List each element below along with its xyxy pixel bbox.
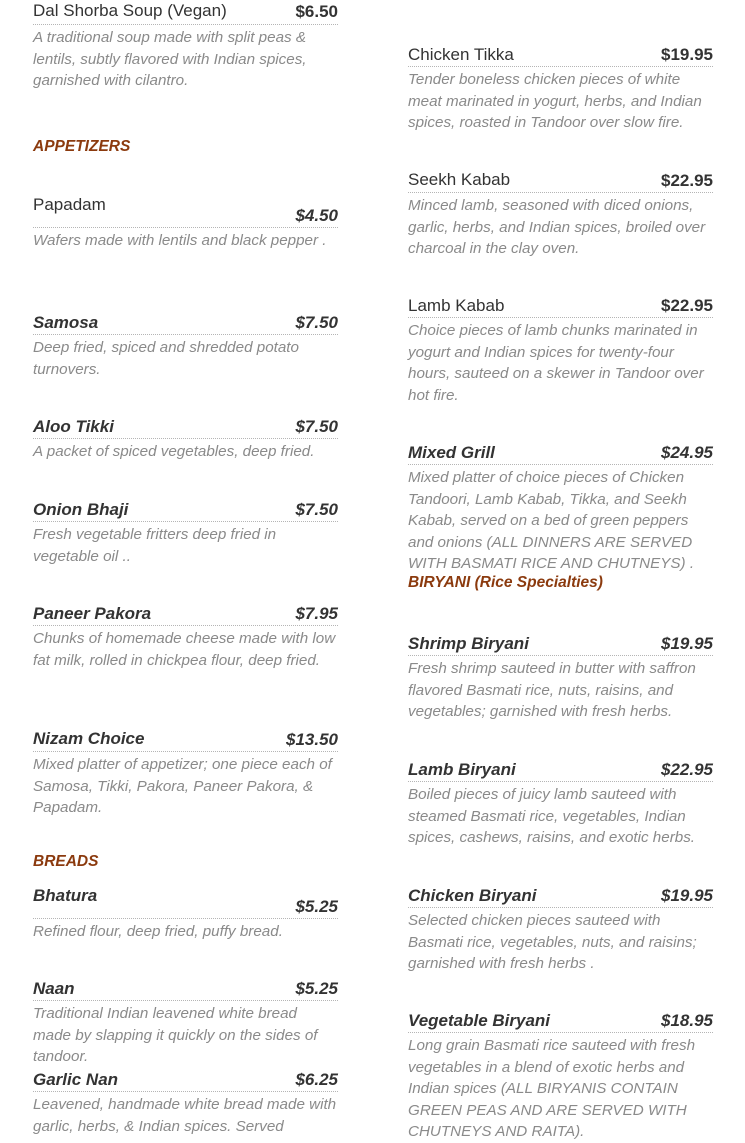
item-price: $19.95 bbox=[661, 886, 713, 905]
item-name: Lamb Kabab bbox=[408, 296, 505, 315]
item-description: Long grain Basmati rice sauteed with fresh vegetables in a blend of exotic herbs and Indian spices (ALL BIRYANIS CONTAIN GREEN PEAS AND ARE SERVED WITH CHUTNEYS AND RAITA). bbox=[408, 1037, 696, 1140]
section-heading-appetizers: APPETIZERS bbox=[33, 138, 131, 155]
item-name: Naan bbox=[33, 979, 75, 998]
item-description: Refined flour, deep fried, puffy bread. bbox=[33, 923, 283, 940]
item-name: Lamb Biryani bbox=[408, 760, 516, 779]
item-price: $13.50 bbox=[286, 730, 338, 749]
item-name: Samosa bbox=[33, 313, 99, 332]
item-price: $4.50 bbox=[295, 206, 338, 225]
item-price: $22.95 bbox=[661, 171, 713, 190]
item-name: Garlic Nan bbox=[33, 1070, 119, 1089]
item-description: A traditional soup made with split peas & lentils, subtly flavored with Indian spices, garnished with cilantro. bbox=[33, 29, 307, 89]
menu-item-vegetable-biryani bbox=[408, 1010, 713, 1143]
item-price: $24.95 bbox=[661, 443, 713, 462]
item-description: Mixed platter of choice pieces of Chicken Tandoori, Lamb Kabab, Tikka, and Seekh Kabab, served on a bed of green peppers and onions (ALL DINNERS ARE SERVED WITH BASMATI RICE AND CHUTNEYS) . bbox=[408, 469, 695, 572]
menu-item-chicken-tikka bbox=[408, 44, 713, 134]
item-price: $7.50 bbox=[295, 500, 338, 519]
item-description: Chunks of homemade cheese made with low fat milk, rolled in chickpea flour, deep fried. bbox=[33, 630, 336, 669]
item-name: Aloo Tikki bbox=[33, 417, 114, 436]
menu-item-lamb-biryani bbox=[408, 759, 713, 849]
menu-item-naan bbox=[33, 978, 338, 1068]
menu-item-nizam-choice bbox=[33, 728, 338, 819]
item-price: $7.50 bbox=[295, 313, 338, 332]
item-price: $6.50 bbox=[295, 2, 338, 21]
item-price: $19.95 bbox=[661, 45, 713, 64]
item-description: Choice pieces of lamb chunks marinated in yogurt and Indian spices for twenty-four hours, sauteed on a skewer in Tandoor over hot fire. bbox=[408, 322, 704, 404]
item-price: $5.25 bbox=[295, 897, 338, 916]
item-description: Minced lamb, seasoned with diced onions, garlic, herbs, and Indian spices, broiled over charcoal in the clay oven. bbox=[408, 197, 706, 257]
item-name: Chicken Tikka bbox=[408, 45, 514, 64]
item-price: $22.95 bbox=[661, 760, 713, 779]
menu-item-aloo-tikki bbox=[33, 416, 338, 463]
section-heading-biryani: BIRYANI (Rice Specialties) bbox=[408, 574, 603, 591]
menu-item-garlic-nan bbox=[33, 1069, 338, 1137]
item-price: $19.95 bbox=[661, 634, 713, 653]
menu-item-chicken-biryani bbox=[408, 885, 713, 975]
item-price: $22.95 bbox=[661, 296, 713, 315]
item-price: $7.50 bbox=[295, 417, 338, 436]
item-name: Papadam bbox=[33, 195, 106, 214]
item-description: Boiled pieces of juicy lamb sauteed with steamed Basmati rice, vegetables, Indian spices, cashews, raisins, and exotic herbs. bbox=[408, 786, 696, 846]
item-name: Chicken Biryani bbox=[408, 886, 537, 905]
item-description: Deep fried, spiced and shredded potato turnovers. bbox=[33, 339, 299, 378]
item-price: $5.25 bbox=[295, 979, 338, 998]
menu-item-bhatura bbox=[33, 885, 338, 943]
item-description: A packet of spiced vegetables, deep fried. bbox=[33, 443, 315, 460]
item-description: Leavened, handmade white bread made with garlic, herbs, & Indian spices. Served bbox=[33, 1096, 337, 1135]
item-name: Bhatura bbox=[33, 886, 98, 905]
item-description: Traditional Indian leavened white bread made by slapping it quickly on the sides of tandoor. bbox=[33, 1005, 318, 1065]
item-price: $7.95 bbox=[295, 604, 338, 623]
menu-item-shrimp-biryani bbox=[408, 633, 713, 723]
cut-off-description bbox=[408, 0, 718, 2]
menu-item-paneer-pakora bbox=[33, 603, 338, 671]
item-name: Shrimp Biryani bbox=[408, 634, 529, 653]
item-description: Mixed platter of appetizer; one piece each of Samosa, Tikki, Pakora, Paneer Pakora, & Papadam. bbox=[33, 756, 332, 816]
item-description: Fresh vegetable fritters deep fried in vegetable oil .. bbox=[33, 526, 277, 565]
item-description: Tender boneless chicken pieces of white meat marinated in yogurt, herbs, and Indian spices, roasted in Tandoor over slow fire. bbox=[408, 71, 702, 131]
item-name: Paneer Pakora bbox=[33, 604, 152, 623]
menu-item-mixed-grill bbox=[408, 442, 713, 575]
item-name: Nizam Choice bbox=[33, 729, 145, 748]
menu-item-papadam bbox=[33, 194, 338, 252]
section-heading-breads: BREADS bbox=[33, 853, 99, 870]
menu-item-seekh-kabab bbox=[408, 169, 713, 260]
item-name: Dal Shorba Soup (Vegan) bbox=[33, 1, 227, 20]
item-description: Selected chicken pieces sauteed with Basmati rice, vegetables, nuts, and raisins; garnished with fresh herbs . bbox=[408, 912, 697, 972]
item-description: Wafers made with lentils and black pepper . bbox=[33, 232, 327, 249]
item-name: Mixed Grill bbox=[408, 443, 495, 462]
item-name: Seekh Kabab bbox=[408, 170, 511, 189]
item-price: $18.95 bbox=[661, 1011, 713, 1030]
item-name: Vegetable Biryani bbox=[408, 1011, 551, 1030]
item-description: Fresh shrimp sauteed in butter with saffron flavored Basmati rice, nuts, raisins, and vegetables; garnished with fresh herbs. bbox=[408, 660, 696, 720]
item-price: $6.25 bbox=[295, 1070, 338, 1089]
menu-item-onion-bhaji bbox=[33, 499, 338, 567]
menu-item-samosa bbox=[33, 312, 338, 380]
menu-item-dal-shorba bbox=[33, 0, 338, 92]
item-name: Onion Bhaji bbox=[33, 500, 129, 519]
menu-item-lamb-kabab bbox=[408, 295, 713, 406]
